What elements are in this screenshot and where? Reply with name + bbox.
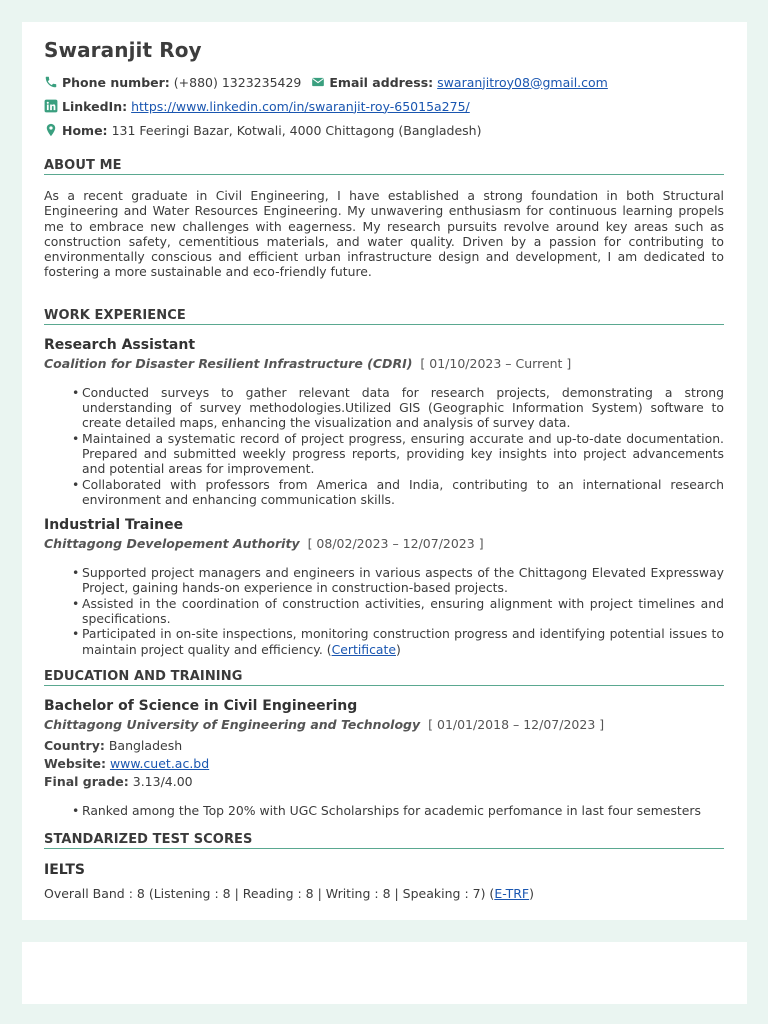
bullet-text: Collaborated with professors from America and India, contributing to an international research environment and enhancing communication skills. <box>82 476 724 507</box>
email-label: Email address: <box>329 74 434 90</box>
phone-value: (+880) 1323235429 <box>173 74 302 90</box>
work-section-title: WORK EXPERIENCE <box>44 308 724 325</box>
list-item <box>64 431 724 477</box>
bullet-icon: • <box>72 626 80 642</box>
job-title: Industrial Trainee <box>44 517 184 534</box>
job-dates: [ 01/10/2023 – Current ] <box>420 355 572 371</box>
list-item <box>64 803 724 818</box>
home-label: Home: <box>62 122 108 138</box>
education-section-title: EDUCATION AND TRAINING <box>44 669 724 686</box>
grade-value: 3.13/4.00 <box>132 773 193 789</box>
list-item <box>64 565 724 596</box>
map-pin-icon <box>44 123 58 137</box>
contact-row-linkedin <box>44 94 724 118</box>
grade-label: Final grade: <box>44 773 129 789</box>
linkedin-contact <box>44 99 470 114</box>
country-value: Bangladesh <box>108 737 183 753</box>
list-item <box>64 385 724 431</box>
next-page <box>22 942 747 1004</box>
phone-contact <box>44 75 301 90</box>
certificate-link[interactable]: Certificate <box>331 641 396 657</box>
website-row <box>44 755 724 773</box>
linkedin-label: LinkedIn: <box>62 98 128 114</box>
linkedin-icon <box>44 99 58 113</box>
resume-page <box>22 22 747 1004</box>
job-org: Coalition for Disaster Resilient Infrastructure (CDRI) <box>44 355 413 371</box>
envelope-icon <box>311 75 325 89</box>
email-contact <box>311 75 607 90</box>
school-line <box>44 717 724 732</box>
etrf-link[interactable]: E-TRF <box>494 886 530 902</box>
education-dates: [ 01/01/2018 – 12/07/2023 ] <box>428 716 605 732</box>
about-text: As a recent graduate in Civil Engineering, I have established a strong foundation in both Structural Engineering and Water Resources Engineering. My unwavering enthusiasm for continuous learning propels me to embrace new challenges with eagerness. My research pursuits revolve around key areas such as construction safety, cementitious materials, and water quality. Driven by a passion for contributing to environmentally conscious and efficient urban infrastructure design and development, I am dedicated to fostering a more sustainable and eco-friendly future. <box>44 188 724 280</box>
contact-row-home <box>44 118 724 142</box>
bullet-text: Participated in on-site inspections, monitoring construction progress and identifying potential issues to maintain project quality and efficiency. ( <box>82 626 724 657</box>
test-scores <box>44 886 724 901</box>
job-entry <box>44 517 724 657</box>
about-section-title: ABOUT ME <box>44 158 724 175</box>
job-title: Research Assistant <box>44 336 196 353</box>
degree-title: Bachelor of Science in Civil Engineering <box>44 697 358 714</box>
bullet-text: Ranked among the Top 20% with UGC Scholarships for academic perfomance in last four semesters <box>82 802 701 818</box>
candidate-name: Swaranjit Roy <box>44 38 202 62</box>
job-entry <box>44 337 724 507</box>
bullet-text: Supported project managers and engineers in various aspects of the Chittagong Elevated Expressway Project, gaining hands-on experience in construction-based projects. <box>82 565 724 596</box>
website-label: Website: <box>44 755 106 771</box>
email-link[interactable]: swaranjitroy08@gmail.com <box>437 74 608 90</box>
home-address: 131 Feeringi Bazar, Kotwali, 4000 Chittagong (Bangladesh) <box>111 122 482 138</box>
list-item <box>64 477 724 508</box>
test-name: IELTS <box>44 862 86 879</box>
job-bullets <box>44 385 724 507</box>
phone-icon <box>44 75 58 89</box>
bullet-text: Assisted in the coordination of construction activities, ensuring alignment with project timelines and specifications. <box>82 595 724 627</box>
country-row <box>44 737 724 755</box>
bullet-icon: • <box>72 565 80 581</box>
job-org-line <box>44 356 724 371</box>
education-bullets <box>44 803 724 818</box>
job-org-line <box>44 536 724 551</box>
linkedin-link[interactable]: https://www.linkedin.com/in/swaranjit-roy-65015a275/ <box>131 98 470 114</box>
bullet-text: Conducted surveys to gather relevant data for research projects, demonstrating a strong understanding of survey methodologies.Utilized GIS (Geographic Information System) software to create detailed maps, enhancing the visualization and analysis of survey data. <box>82 384 724 431</box>
list-item <box>64 596 724 627</box>
bullet-icon: • <box>72 384 80 400</box>
bullet-text: Maintained a systematic record of project progress, ensuring accurate and up-to-date documentation. Prepared and submitted weekly progress reports, providing key insights into project advancements and potential areas for improvement. <box>82 430 724 477</box>
bullet-icon: • <box>72 802 80 818</box>
page-gap <box>0 920 768 942</box>
phone-label: Phone number: <box>62 74 170 90</box>
job-org: Chittagong Developement Authority <box>44 536 300 552</box>
job-dates: [ 08/02/2023 – 12/07/2023 ] <box>307 536 484 552</box>
education-details <box>44 737 724 791</box>
contact-row-phone-email <box>44 70 724 94</box>
home-contact <box>44 123 481 138</box>
country-label: Country: <box>44 737 105 753</box>
bullet-icon: • <box>72 595 80 611</box>
grade-row <box>44 773 724 791</box>
job-bullets <box>44 565 724 657</box>
tests-section-title: STANDARIZED TEST SCORES <box>44 832 724 849</box>
scores-text: Overall Band : 8 (Listening : 8 | Reading : 8 | Writing : 8 | Speaking : 7) ( <box>44 886 495 902</box>
school-name: Chittagong University of Engineering and Technology <box>44 716 421 732</box>
bullet-icon: • <box>72 430 80 446</box>
scores-close: ) <box>529 886 534 902</box>
bullet-text-end: ) <box>395 641 401 657</box>
website-link[interactable]: www.cuet.ac.bd <box>109 755 210 771</box>
list-item <box>64 626 724 657</box>
bullet-icon: • <box>72 476 80 492</box>
